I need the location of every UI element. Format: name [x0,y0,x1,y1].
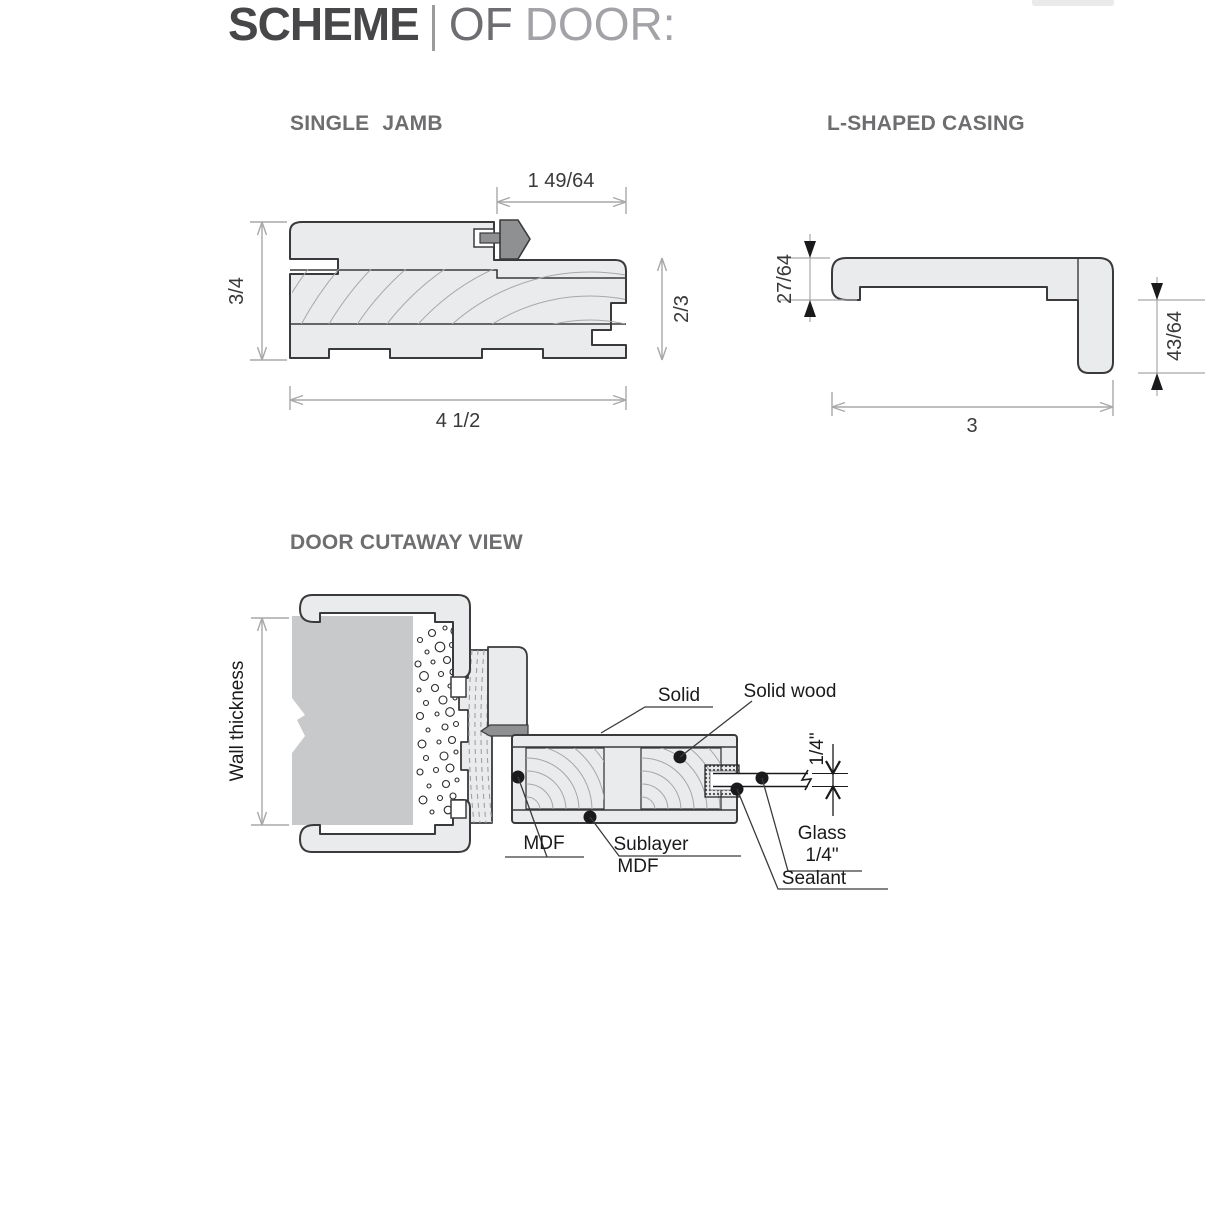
glass-label-line1: Glass [797,823,847,844]
jamb-dim-right [658,258,667,360]
single-jamb-drawing [225,158,725,443]
sublayer-label-line2: MDF [617,856,659,877]
jamb-dim-left [250,222,287,360]
sublayer-label-line1: Sublayer [613,834,689,855]
jamb-dim-right-label: 2/3 [671,295,693,323]
solid-wood-label: Solid wood [743,681,837,702]
title-door: DOOR: [524,0,676,50]
jamb-dim-bottom-label: 4 1/2 [435,410,481,432]
jamb-dim-top-label: 1 49/64 [527,170,595,192]
title-scheme: SCHEME [228,0,419,50]
sealant-label: Sealant [781,868,847,889]
casing-profile [832,258,1113,373]
wall-block [292,616,413,825]
jamb-seal [500,220,530,259]
cropped-artifact [1032,0,1114,6]
top-casing-notch [451,677,466,697]
l-shaped-casing-heading: L-SHAPED CASING [827,112,1025,135]
glass-dim-label: 1/4" [807,732,828,766]
jamb-dim-left-label: 3/4 [226,277,248,305]
bottom-casing-notch [451,800,466,818]
door-cutaway-heading: DOOR CUTAWAY VIEW [290,531,523,554]
single-jamb-heading: SINGLE JAMB [290,112,443,135]
mdf-label: MDF [523,833,565,854]
casing-dim-bottom-label: 3 [966,415,978,437]
jamb-profile [290,222,626,358]
door-stop-block [488,647,527,726]
jamb-dim-bottom [290,386,626,410]
casing-dim-bottom [832,380,1113,416]
door-cutaway-drawing [220,575,910,905]
glass-label-line2: 1/4" [805,845,839,866]
casing-dim-left-label: 27/64 [774,253,796,305]
wall-thickness-dim [251,618,289,825]
l-shaped-casing-drawing [755,225,1205,440]
wall-thickness-label: Wall thickness [227,660,248,782]
title-separator [432,5,435,51]
casing-dim-right-label: 43/64 [1164,310,1186,362]
page-title [228,0,675,60]
title-of: OF [448,0,513,50]
solid-label: Solid [657,685,701,706]
